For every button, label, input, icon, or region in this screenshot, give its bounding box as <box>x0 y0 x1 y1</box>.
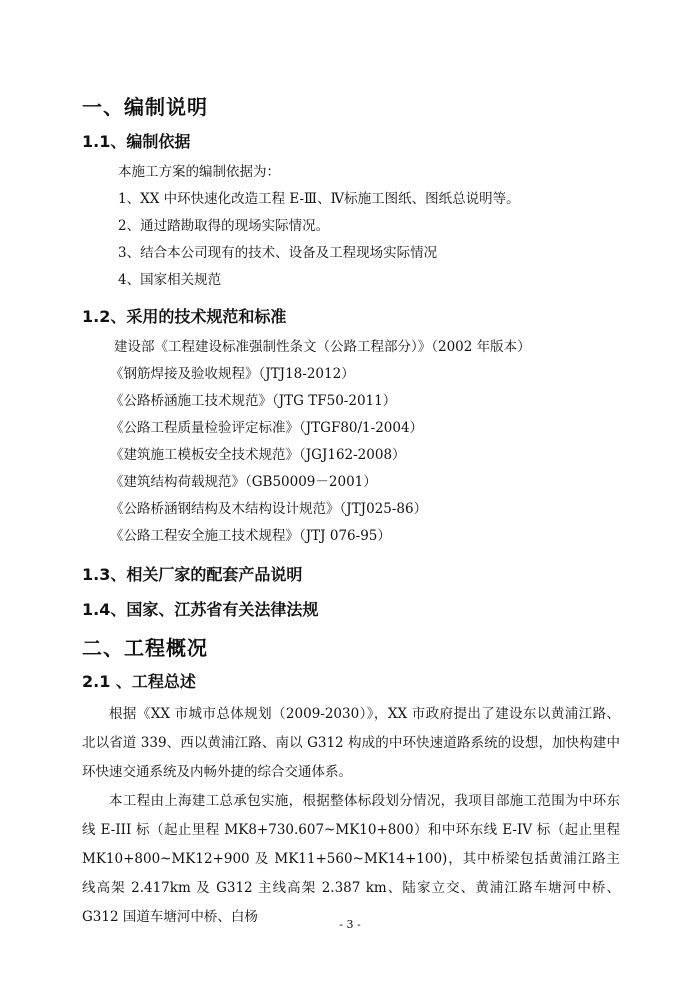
overview-paragraph: 本工程由上海建工总承包实施，根据整体标段划分情况，我项目部施工范围为中环东线 E-III 标（起止里程 MK8+730.607~MK10+800）和中环东线 E-IV 标（起止里程 MK10+800~MK12+900 及 MK11+560~MK14+100)，其中桥梁包括黄浦江路主线高架 2.417km 及 G312 主线高架 2.387 km、陆家立交、黄浦江路车塘河中桥、G312 国道车塘河中桥、白杨 <box>82 793 620 925</box>
basis-item: 2、通过踏勘取得的现场实际情况。 <box>118 218 330 234</box>
basis-item: 1、XX 中环快速化改造工程 E-Ⅲ、Ⅳ标施工图纸、图纸总说明等。 <box>118 191 520 207</box>
standard-item: 《公路桥涵施工技术规范》（JTG TF50-2011） <box>110 393 397 409</box>
basis-item: 4、国家相关规范 <box>118 272 222 288</box>
basis-item: 3、结合本公司现有的技术、设备及工程现场实际情况 <box>118 245 438 261</box>
section-1-heading: 一、编制说明 <box>82 95 208 119</box>
standard-item: 《公路桥涵钢结构及木结构设计规范》（JTJ025-86） <box>110 501 428 517</box>
standard-item: 《公路工程质量检验评定标准》（JTGF80/1-2004） <box>110 420 424 436</box>
standard-item: 《钢筋焊接及验收规程》（JTJ18-2012） <box>110 366 355 382</box>
page-number: - 3 - <box>339 918 361 931</box>
section-1-2-heading: 1.2、采用的技术规范和标准 <box>82 307 287 326</box>
overview-paragraph: 根据《XX 市城市总体规划（2009-2030）》，XX 市政府提出了建设东以黄浦江路、北以省道 339、西以黄浦江路、南以 G312 构成的中环快速道路系统的设想，加快构建中环快速交通系统及内畅外捷的综合交通体系。 <box>82 706 620 780</box>
section-2-heading: 二、工程概况 <box>82 636 208 660</box>
section-1-4-heading: 1.4、国家、江苏省有关法律法规 <box>82 600 319 619</box>
section-2-1-heading: 2.1 、工程总述 <box>82 672 196 691</box>
standard-item: 建设部《工程建设标准强制性条文（公路工程部分）》（2002 年版本） <box>114 339 531 355</box>
standard-item: 《公路工程安全施工技术规程》（JTJ 076-95） <box>110 528 391 544</box>
basis-intro: 本施工方案的编制依据为： <box>118 164 280 180</box>
section-1-1-heading: 1.1、编制依据 <box>82 132 191 151</box>
section-1-3-heading: 1.3、相关厂家的配套产品说明 <box>82 565 303 584</box>
standard-item: 《建筑结构荷载规范》（GB50009－2001） <box>110 474 377 490</box>
standard-item: 《建筑施工模板安全技术规范》（JGJ162-2008） <box>110 447 406 463</box>
